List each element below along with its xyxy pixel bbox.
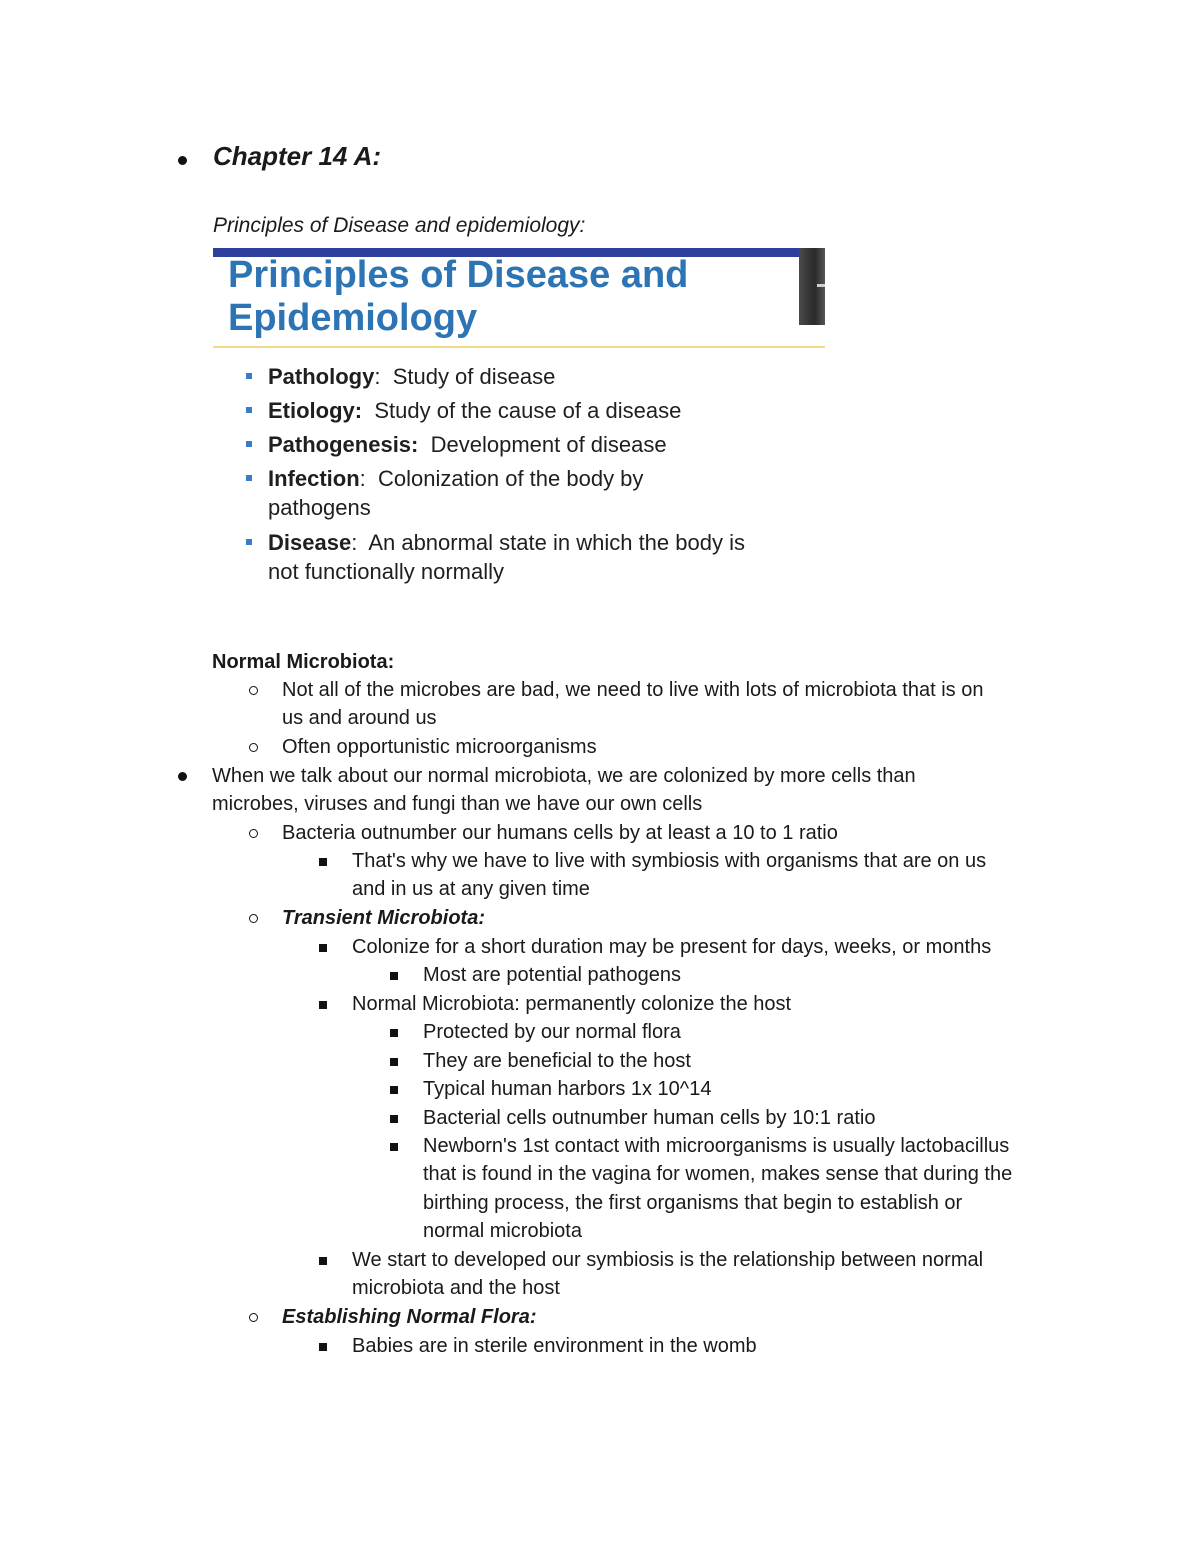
- square-bullet-icon: [319, 1257, 327, 1265]
- circle-bullet-icon: [249, 914, 258, 923]
- list-item: They are beneficial to the host: [423, 1050, 691, 1072]
- square-bullet-icon: [390, 1115, 398, 1123]
- list-item: We start to developed our symbiosis is the relationship between normal: [352, 1249, 984, 1271]
- chapter-heading: Chapter 14 A:: [213, 141, 382, 171]
- list-item: Babies are in sterile environment in the womb: [352, 1335, 757, 1357]
- square-bullet-icon: [319, 1001, 327, 1009]
- slide-item-infection: Infection: Colonization of the body by: [268, 466, 644, 491]
- slide-title: [228, 254, 688, 340]
- transient-microbiota-heading: Transient Microbiota:: [282, 907, 485, 929]
- slide-bullet-icon: [246, 475, 252, 481]
- list-item-cont: microbiota and the host: [352, 1277, 560, 1299]
- square-bullet-icon: [319, 1343, 327, 1351]
- square-bullet-icon: [390, 972, 398, 980]
- slide-item-disease-cont: not functionally normally: [268, 559, 505, 584]
- slide-bullet-icon: [246, 373, 252, 379]
- slide-title-line1: Principles of Disease and: [228, 254, 689, 296]
- list-item-cont: that is found in the vagina for women, makes sense that during the: [423, 1163, 1013, 1185]
- square-bullet-icon: [319, 944, 327, 952]
- normal-microbiota-heading: Normal Microbiota:: [212, 651, 395, 673]
- list-item: Protected by our normal flora: [423, 1021, 681, 1043]
- list-item: Most are potential pathogens: [423, 964, 681, 986]
- square-bullet-icon: [319, 858, 327, 866]
- slide-item-etiology: Etiology: Study of the cause of a disease: [268, 398, 682, 423]
- circle-bullet-icon: [249, 1313, 258, 1322]
- slide-item-pathogenesis: Pathogenesis: Development of disease: [268, 432, 667, 457]
- list-item: Not all of the microbes are bad, we need to live with lots of microbiota that is on: [282, 679, 984, 701]
- slide-title-line2: Epidemiology: [228, 297, 478, 339]
- list-item-cont: and in us at any given time: [352, 878, 590, 900]
- bullet-marker: [178, 772, 187, 781]
- list-item-cont: birthing process, the first organisms that begin to establish or: [423, 1192, 963, 1214]
- slide-item-infection-cont: pathogens: [268, 495, 371, 520]
- list-item: Often opportunistic microorganisms: [282, 736, 597, 758]
- section-subtitle: Principles of Disease and epidemiology:: [213, 214, 586, 237]
- circle-bullet-icon: [249, 829, 258, 838]
- list-item: Colonize for a short duration may be present for days, weeks, or months: [352, 936, 992, 958]
- list-item: Typical human harbors 1x 10^14: [423, 1078, 712, 1100]
- list-item: Newborn's 1st contact with microorganisms is usually lactobacillus: [423, 1135, 1010, 1157]
- circle-bullet-icon: [249, 686, 258, 695]
- bullet-marker: [178, 156, 187, 165]
- list-item: Bacteria outnumber our humans cells by at least a 10 to 1 ratio: [282, 822, 838, 844]
- slide-bullet-icon: [246, 539, 252, 545]
- establishing-normal-flora-heading: Establishing Normal Flora:: [282, 1306, 537, 1328]
- slide-item-pathology: Pathology: Study of disease: [268, 364, 556, 389]
- circle-bullet-icon: [249, 743, 258, 752]
- slide-image: [213, 248, 825, 590]
- square-bullet-icon: [390, 1058, 398, 1066]
- list-item: Bacterial cells outnumber human cells by 10:1 ratio: [423, 1107, 876, 1129]
- list-item-cont: us and around us: [282, 707, 437, 729]
- square-bullet-icon: [390, 1029, 398, 1037]
- slide-bullet-icon: [246, 441, 252, 447]
- list-item: Normal Microbiota: permanently colonize the host: [352, 993, 792, 1015]
- list-item: That's why we have to live with symbiosis with organisms that are on us: [352, 850, 987, 872]
- list-item: When we talk about our normal microbiota, we are colonized by more cells than: [212, 765, 916, 787]
- slide-divider: [213, 346, 825, 348]
- slide-bullet-icon: [246, 407, 252, 413]
- list-item-cont: microbes, viruses and fungi than we have our own cells: [212, 793, 703, 815]
- slide-item-disease: Disease: An abnormal state in which the body is: [268, 530, 745, 555]
- list-item-cont: normal microbiota: [423, 1220, 582, 1242]
- square-bullet-icon: [390, 1143, 398, 1151]
- square-bullet-icon: [390, 1086, 398, 1094]
